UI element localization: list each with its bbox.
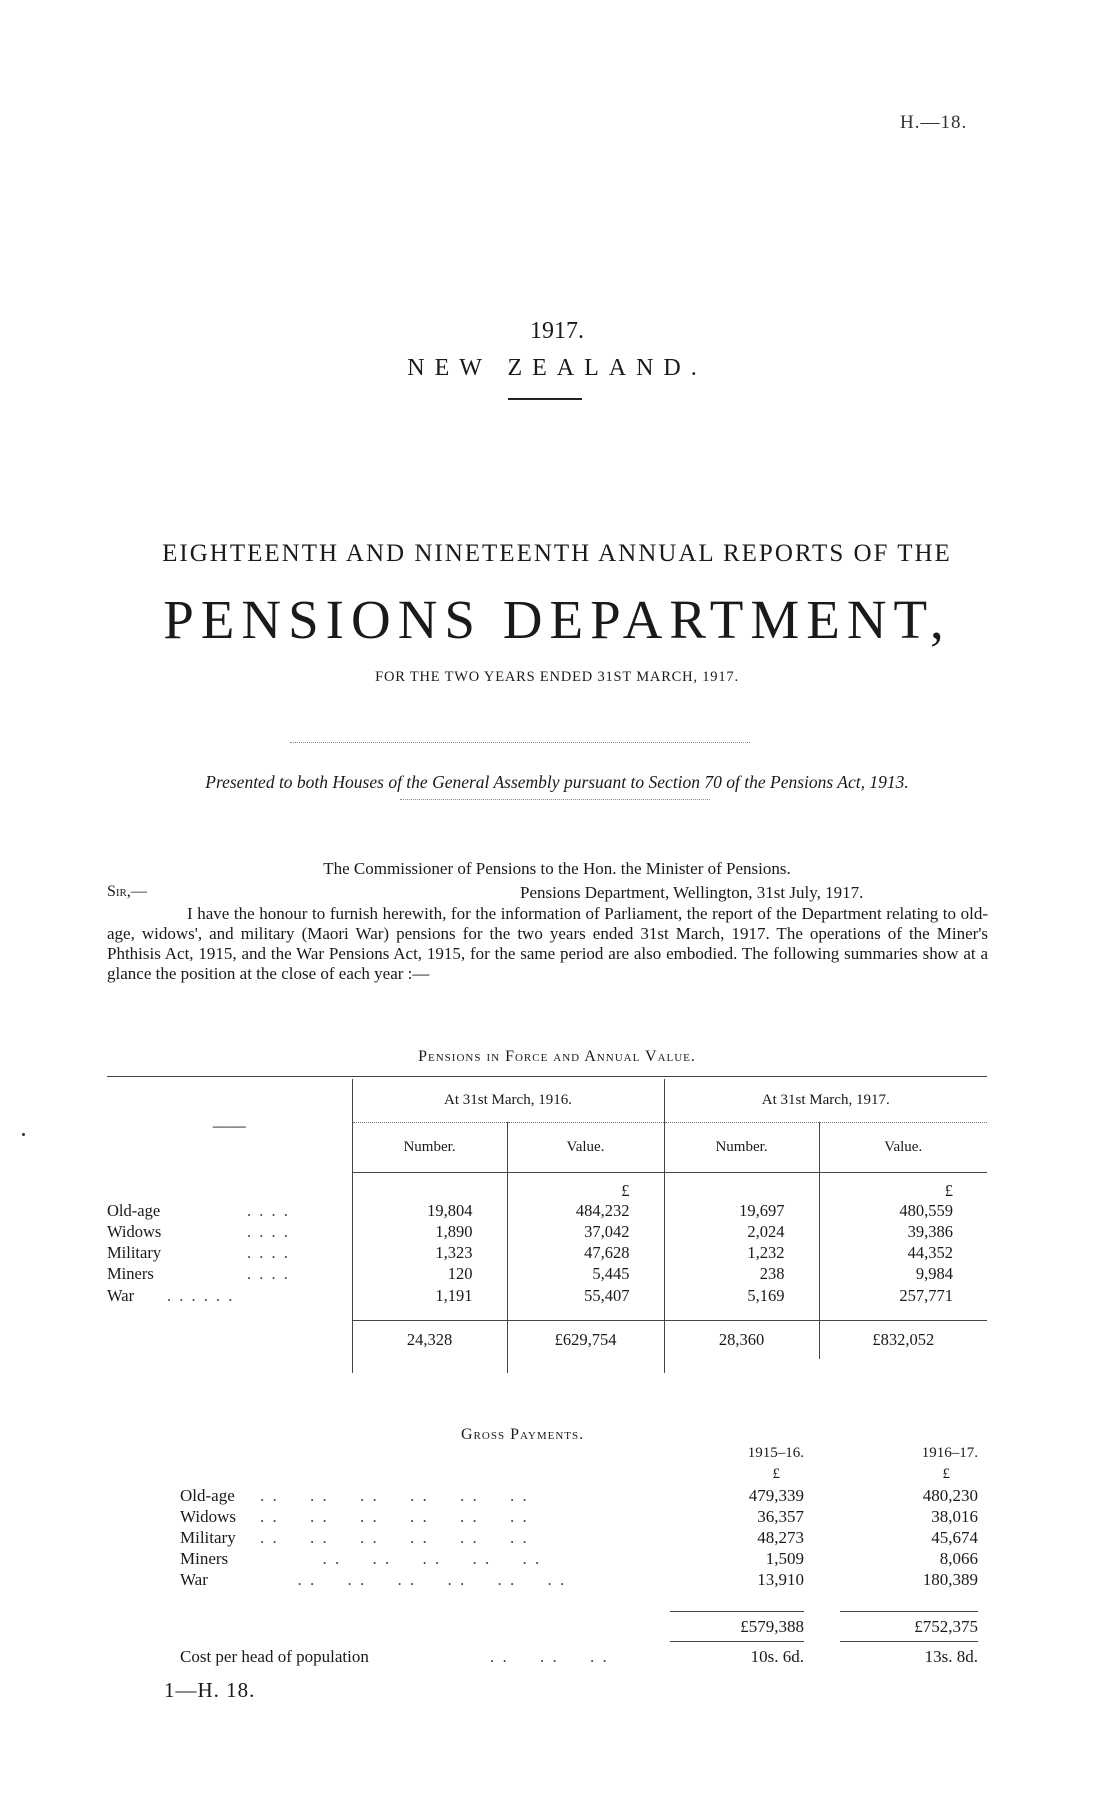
currency-symbol-1917: £ bbox=[819, 1173, 987, 1201]
total-value-1917: £832,052 bbox=[819, 1321, 987, 1359]
value-1916: 55,407 bbox=[507, 1285, 664, 1307]
report-title-line-2: PENSIONS DEPARTMENT, bbox=[163, 589, 951, 650]
number-1917: 238 bbox=[664, 1264, 819, 1285]
row-label: Military bbox=[107, 1243, 162, 1262]
header-number-1916: Number. bbox=[352, 1123, 507, 1173]
payment-1915-16: 13,910 bbox=[757, 1569, 804, 1589]
totals-row bbox=[107, 1321, 987, 1359]
number-1916: 19,804 bbox=[352, 1201, 507, 1222]
leader-dots: . . . . . . bbox=[167, 1285, 235, 1305]
leader-dots: . . . . . . bbox=[490, 1646, 609, 1666]
leader-dots: . . . . bbox=[247, 1243, 290, 1262]
currency-symbol-1916: £ bbox=[507, 1173, 664, 1201]
letter-dateline: Pensions Department, Wellington, 31st July, 1917. bbox=[520, 883, 864, 902]
page-reference: H.—18. bbox=[900, 112, 968, 133]
currency-symbol-1916-17: £ bbox=[942, 1466, 950, 1482]
presentation-divider bbox=[400, 799, 710, 800]
row-label: Old-age bbox=[107, 1201, 161, 1220]
value-1917: 39,386 bbox=[819, 1222, 987, 1243]
total-number-1916: 24,328 bbox=[352, 1321, 507, 1359]
total-1915-16: £579,388 bbox=[670, 1612, 804, 1642]
row-label: Miners bbox=[180, 1548, 229, 1568]
value-1916: 5,445 bbox=[507, 1264, 664, 1285]
leader-dots: . . . . . . . . . . . . bbox=[260, 1569, 567, 1589]
leader-dots: . . . . bbox=[247, 1201, 290, 1220]
payment-1916-17: 480,230 bbox=[922, 1485, 978, 1505]
number-1916: 120 bbox=[352, 1264, 507, 1285]
leader-dots: . . . . . . . . . . bbox=[260, 1548, 542, 1568]
row-label: Old-age bbox=[180, 1485, 235, 1505]
row-label: Military bbox=[180, 1527, 236, 1547]
letter-body-text: I have the honour to furnish herewith, for the information of Parliament, the report of the Department relating to old-age, widows', and military (Maori War) pensions for the two years ended 31st March, 1917. The operations of the Miner's Phthisis Act, 1915, and the War Pensions Act, 1915, for the same period are also embodied. The following summaries show at a glance the position at the close of each year :— bbox=[107, 904, 988, 983]
table-row bbox=[180, 1548, 978, 1569]
number-1916: 1,323 bbox=[352, 1243, 507, 1264]
presentation-note: Presented to both Houses of the General Assembly pursuant to Section 70 of the Pensions Act, 1913. bbox=[205, 772, 909, 792]
letter-addressee: The Commissioner of Pensions to the Hon. the Minister of Pensions. bbox=[323, 859, 791, 878]
table-row bbox=[180, 1506, 978, 1527]
row-label: Widows bbox=[180, 1506, 236, 1526]
cost-label: Cost per head of population bbox=[180, 1646, 369, 1666]
report-year: 1917. bbox=[530, 318, 584, 344]
payment-1916-17: 38,016 bbox=[931, 1506, 978, 1526]
total-value-1916: £629,754 bbox=[507, 1321, 664, 1359]
report-title-line-1: EIGHTEENTH AND NINETEENTH ANNUAL REPORTS OF THE bbox=[162, 540, 952, 567]
margin-mark bbox=[22, 1133, 25, 1136]
value-1917: 44,352 bbox=[819, 1243, 987, 1264]
footer-reference: 1—H. 18. bbox=[164, 1678, 256, 1702]
number-1917: 1,232 bbox=[664, 1243, 819, 1264]
payment-1915-16: 48,273 bbox=[757, 1527, 804, 1547]
table-row bbox=[107, 1264, 987, 1285]
payment-1916-17: 45,674 bbox=[931, 1527, 978, 1547]
header-31-march-1917: At 31st March, 1917. bbox=[664, 1079, 987, 1123]
cost-1916-17: 13s. 8d. bbox=[924, 1646, 978, 1666]
payment-1916-17: 8,066 bbox=[939, 1548, 978, 1568]
blank-header-dash: —— bbox=[212, 1115, 246, 1135]
leader-dots: . . . . . . . . . . . . bbox=[260, 1506, 529, 1526]
table-row bbox=[180, 1527, 978, 1548]
cost-1915-16: 10s. 6d. bbox=[750, 1646, 804, 1666]
gross-payments-title: Gross Payments. bbox=[461, 1426, 585, 1443]
value-1916: 37,042 bbox=[507, 1222, 664, 1243]
table-row bbox=[107, 1222, 987, 1243]
cost-row bbox=[180, 1642, 978, 1672]
row-label: War bbox=[180, 1569, 208, 1589]
value-1917: 9,984 bbox=[819, 1264, 987, 1285]
totals-row bbox=[180, 1612, 978, 1642]
header-number-1917: Number. bbox=[664, 1123, 819, 1173]
payment-1916-17: 180,389 bbox=[922, 1569, 978, 1589]
total-number-1917: 28,360 bbox=[664, 1321, 819, 1359]
table-row bbox=[107, 1201, 987, 1222]
leader-dots: . . . . bbox=[247, 1222, 290, 1241]
header-31-march-1916: At 31st March, 1916. bbox=[352, 1079, 664, 1123]
payment-1915-16: 1,509 bbox=[765, 1548, 804, 1568]
leader-dots: . . . . . . . . . . . . bbox=[260, 1485, 529, 1505]
gross-payments-table bbox=[180, 1443, 978, 1672]
country-heading: NEW ZEALAND. bbox=[407, 355, 707, 381]
year-header-1916-17: 1916–17. bbox=[921, 1445, 978, 1461]
payment-1915-16: 36,357 bbox=[757, 1506, 804, 1526]
leader-dots: . . . . . . . . . . . . bbox=[260, 1527, 529, 1547]
title-divider bbox=[508, 398, 582, 400]
letter-salutation: Sir,— bbox=[107, 883, 147, 900]
number-1917: 5,169 bbox=[664, 1285, 819, 1307]
number-1916: 1,191 bbox=[352, 1285, 507, 1307]
row-label: Widows bbox=[107, 1222, 162, 1241]
table-row bbox=[180, 1485, 978, 1506]
header-value-1917: Value. bbox=[819, 1123, 987, 1173]
table-row bbox=[180, 1569, 978, 1590]
row-label: Miners bbox=[107, 1264, 154, 1283]
value-1917: 480,559 bbox=[819, 1201, 987, 1222]
year-header-1915-16: 1915–16. bbox=[747, 1445, 804, 1461]
subtitle-divider bbox=[290, 742, 750, 743]
currency-symbol-1915-16: £ bbox=[772, 1466, 780, 1482]
value-1916: 47,628 bbox=[507, 1243, 664, 1264]
row-label: War bbox=[107, 1285, 135, 1305]
pensions-in-force-table bbox=[107, 1076, 987, 1373]
leader-dots: . . . . bbox=[247, 1264, 290, 1283]
total-1916-17: £752,375 bbox=[840, 1612, 978, 1642]
payment-1915-16: 479,339 bbox=[748, 1485, 804, 1505]
value-1916: 484,232 bbox=[507, 1201, 664, 1222]
number-1917: 2,024 bbox=[664, 1222, 819, 1243]
header-value-1916: Value. bbox=[507, 1123, 664, 1173]
pensions-in-force-title: Pensions in Force and Annual Value. bbox=[418, 1048, 696, 1065]
report-subtitle: FOR THE TWO YEARS ENDED 31ST MARCH, 1917. bbox=[375, 669, 739, 685]
number-1917: 19,697 bbox=[664, 1201, 819, 1222]
table-row bbox=[107, 1243, 987, 1264]
letter-body bbox=[107, 904, 988, 984]
number-1916: 1,890 bbox=[352, 1222, 507, 1243]
value-1917: 257,771 bbox=[819, 1285, 987, 1307]
table-row bbox=[107, 1285, 987, 1307]
